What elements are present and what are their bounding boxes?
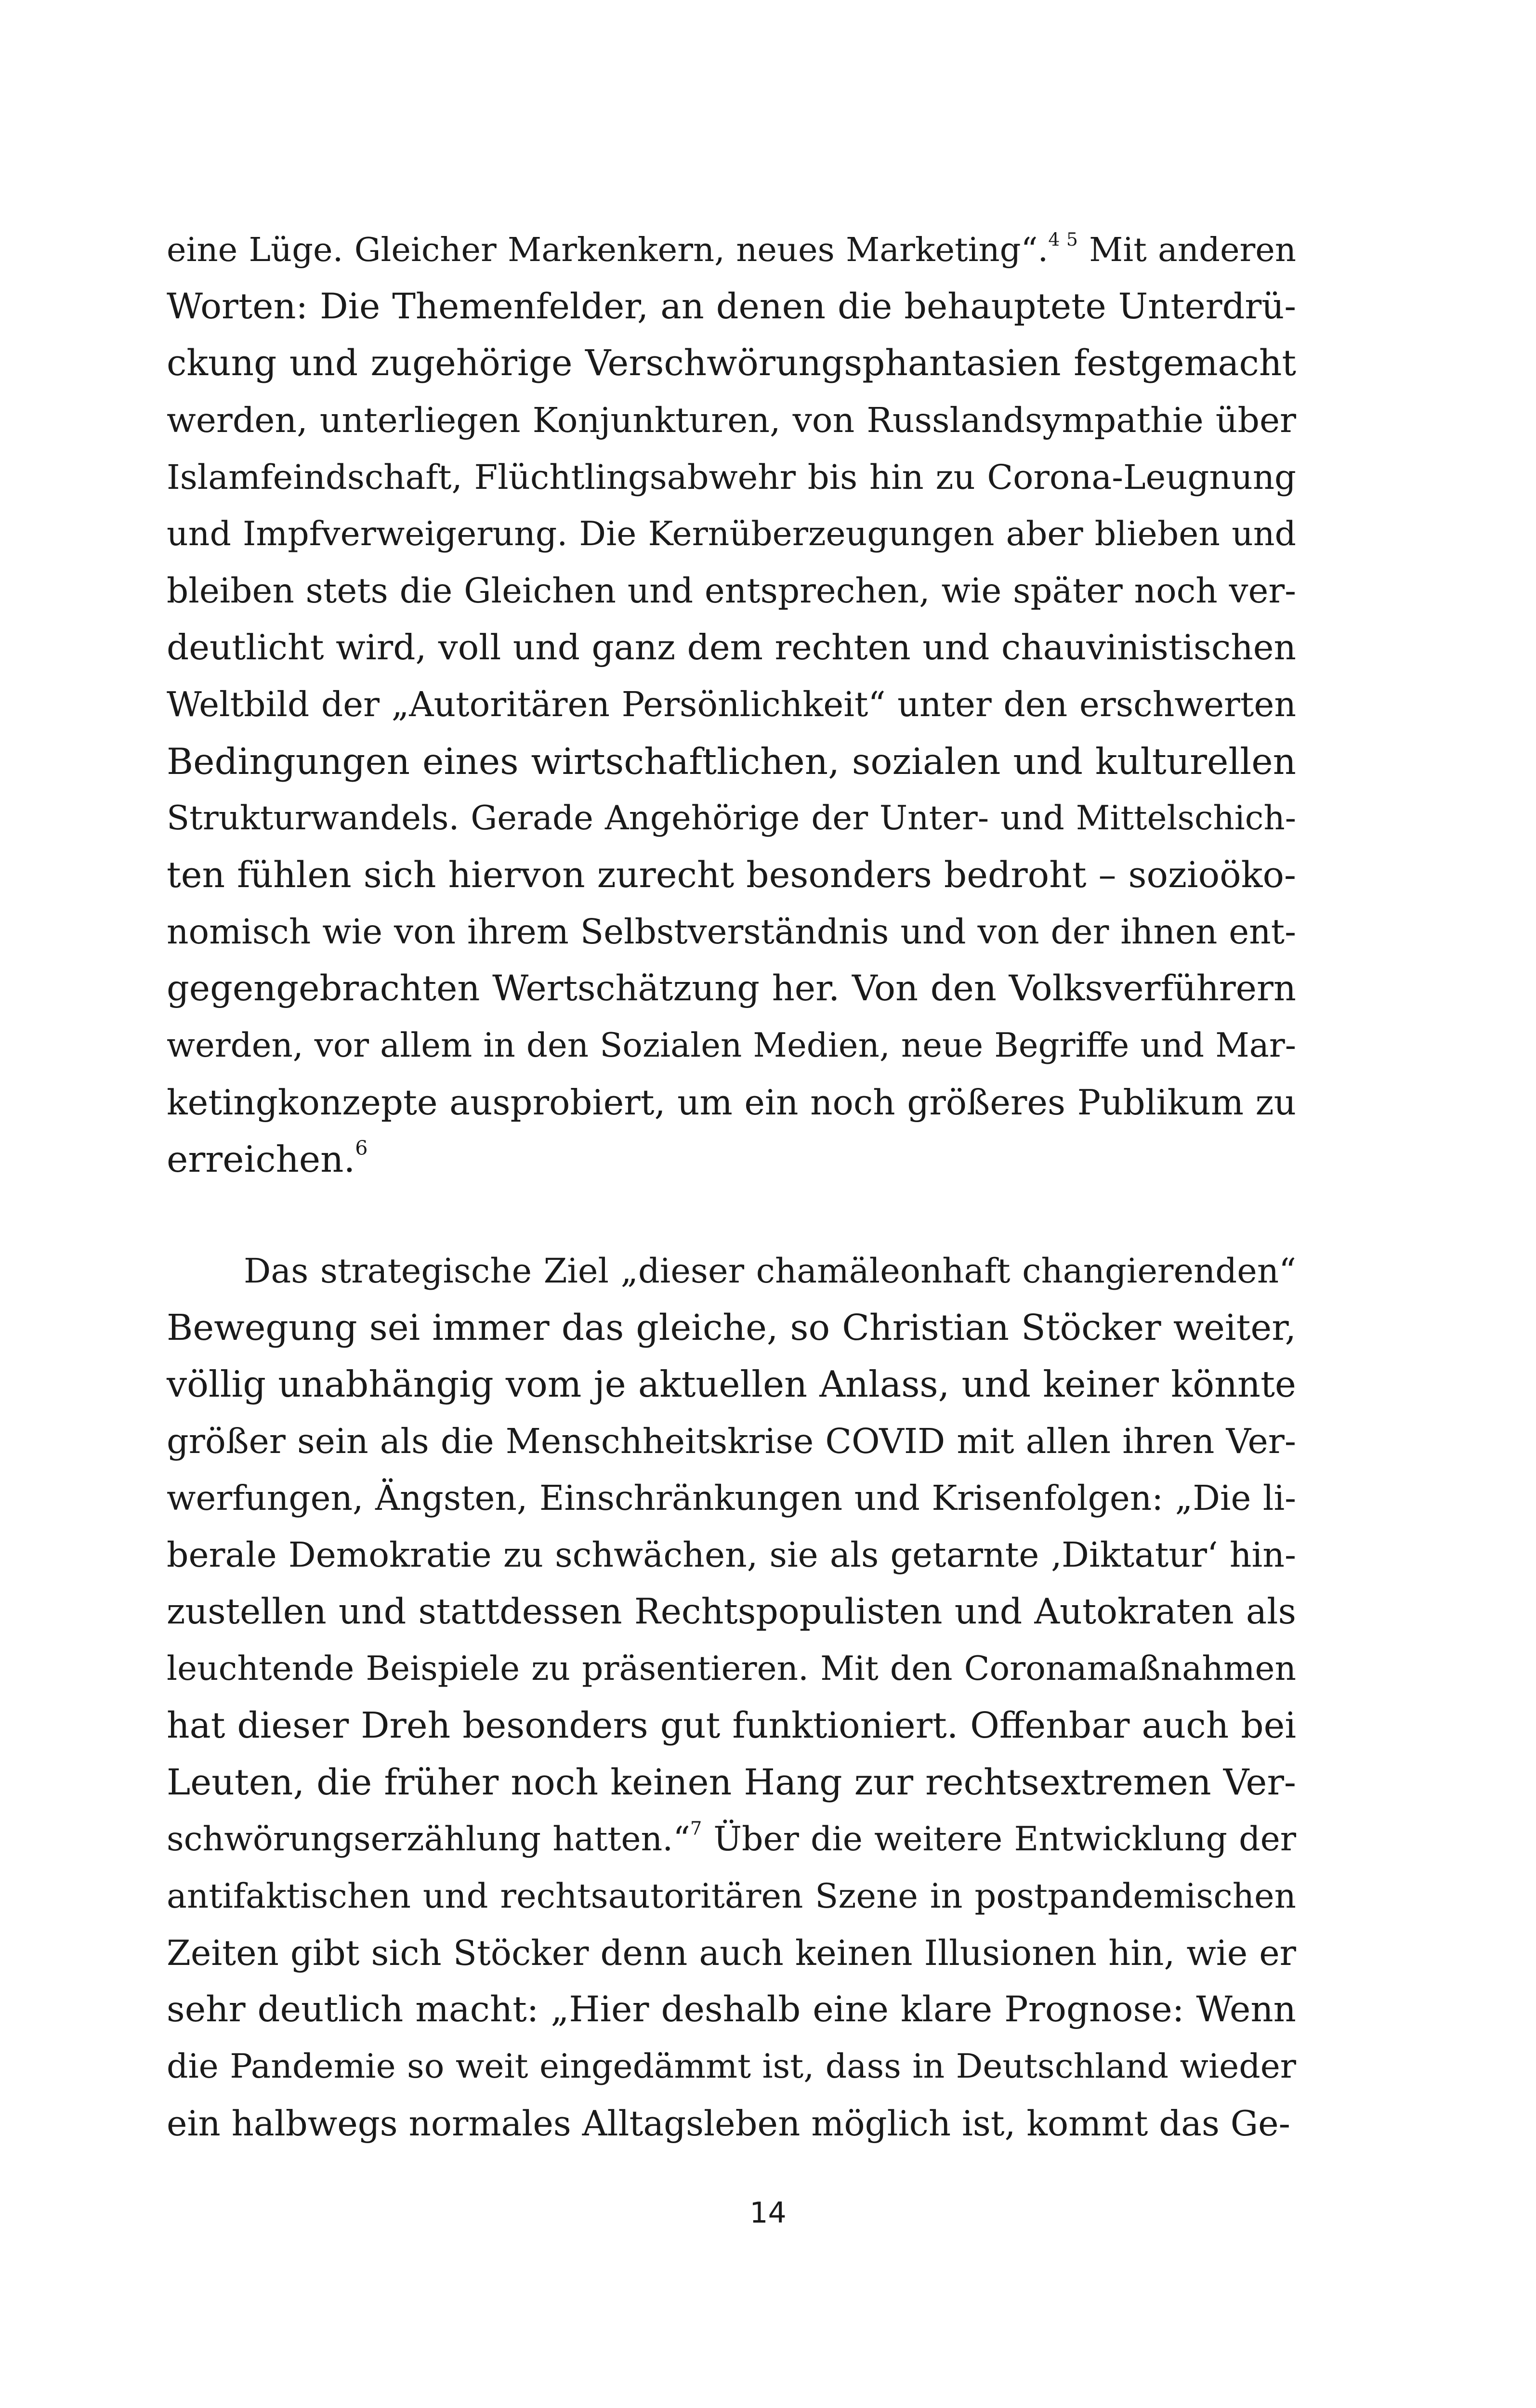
footnote-reference: 7 [690,1818,702,1840]
line-text-continued: Mit anderen [1077,231,1296,269]
text-line [167,847,1296,903]
footnote-reference: 4 5 [1048,228,1078,250]
text-line [167,1356,1296,1413]
line-text: ein halbwegs normales Alltagsleben möglich ist, kommt das Ge- [167,2103,1290,2144]
line-text: antifaktischen und rechtsautoritären Szene in postpandemischen [167,1876,1296,1916]
text-line [167,1754,1296,1811]
text-line [167,335,1296,392]
text-line [167,1868,1296,1924]
line-text: eine Lüge. Gleicher Markenkern, neues Marketing“. [167,231,1049,269]
line-text: hat dieser Dreh besonders gut funktioniert. Offenbar auch bei [167,1705,1296,1746]
text-line [167,1584,1296,1640]
text-line [167,1981,1296,2038]
text-line [167,1527,1296,1584]
line-text: Weltbild der „Autoritären Persönlichkeit“ unter den erschwerten [167,684,1296,724]
line-text: bleiben stets die Gleichen und entsprechen, wie später noch ver- [167,571,1296,611]
text-line [167,1470,1296,1527]
line-text: und Impfverweigerung. Die Kernüberzeugungen aber blieben und [167,515,1296,553]
text-line [167,1811,1296,1868]
line-text: werden, vor allem in den Sozialen Medien, neue Begriffe und Mar- [167,1026,1296,1065]
line-text: die Pandemie so weit eingedämmt ist, dass in Deutschland wieder [167,2047,1296,2086]
text-line [167,1640,1296,1697]
text-line [167,1924,1296,1981]
text-line [167,2038,1296,2095]
line-text: Leuten, die früher noch keinen Hang zur rechtsextremen Ver- [167,1762,1296,1803]
text-line [167,733,1296,790]
line-text: ten fühlen sich hiervon zurecht besonders bedroht – sozioöko- [167,854,1296,896]
text-line [167,960,1296,1017]
paragraph-2 [167,1243,1296,2152]
text-line [167,1299,1296,1356]
line-text: Strukturwandels. Gerade Angehörige der Unter- und Mittelschich- [167,799,1296,838]
text-line [167,1074,1296,1131]
line-text: werden, unterliegen Konjunkturen, von Russlandsympathie über [167,400,1296,440]
line-text: Zeiten gibt sich Stöcker denn auch keinen Illusionen hin, wie er [167,1933,1296,1973]
text-line [167,619,1296,676]
line-text-continued: Über die weitere Entwicklung der [702,1819,1296,1858]
line-text: schwörungserzählung hatten.“ [167,1819,690,1858]
text-line [167,222,1296,278]
text-line [167,676,1296,733]
line-text: Worten: Die Themenfelder, an denen die behauptete Unterdrü- [167,286,1296,327]
line-text: Das strategische Ziel „dieser chamäleonhaft changierenden“ [244,1251,1296,1291]
page-number: 14 [749,2196,787,2230]
line-text: zustellen und stattdessen Rechtspopulisten und Autokraten als [167,1591,1296,1632]
line-text: deutlicht wird, voll und ganz dem rechten und chauvinistischen [167,628,1296,668]
line-text: erreichen. [167,1138,355,1180]
line-text: Bewegung sei immer das gleiche, so Christian Stöcker weiter, [167,1307,1296,1348]
line-text: ketingkonzepte ausprobiert, um ein noch größeres Publikum zu [167,1082,1296,1123]
line-text: Bedingungen eines wirtschaftlichen, sozialen und kulturellen [167,740,1296,783]
text-line [167,1017,1296,1074]
line-text: Islamfeindschaft, Flüchtlingsabwehr bis hin zu Corona-Leugnung [167,458,1296,497]
footnote-reference: 6 [355,1136,368,1160]
text-line [167,1697,1296,1754]
line-text: ckung und zugehörige Verschwörungsphantasien festgemacht [167,343,1296,384]
text-line [167,563,1296,619]
line-text: nomisch wie von ihrem Selbstverständnis und von der ihnen ent- [167,912,1296,952]
text-line [167,449,1296,506]
text-line [167,790,1296,847]
text-line [167,1413,1296,1470]
line-text: berale Demokratie zu schwächen, sie als getarnte ‚Diktatur‘ hin- [167,1535,1296,1575]
line-text: völlig unabhängig vom je aktuellen Anlass, und keiner könnte [167,1363,1296,1405]
text-line [167,1243,1296,1299]
line-text: größer sein als die Menschheitskrise COVID mit allen ihren Ver- [167,1421,1296,1461]
line-text: gegengebrachten Wertschätzung her. Von den Volksverführern [167,968,1296,1009]
line-text: sehr deutlich macht: „Hier deshalb eine klare Prognose: Wenn [167,1989,1296,2030]
text-line [167,903,1296,960]
line-text: leuchtende Beispiele zu präsentieren. Mit den Coronamaßnahmen [167,1649,1296,1688]
text-line [167,278,1296,335]
text-line [167,1131,1296,1188]
text-line [167,506,1296,563]
line-text: werfungen, Ängsten, Einschränkungen und Krisenfolgen: „Die li- [167,1478,1296,1518]
paragraph-1 [167,222,1296,1188]
text-line [167,2095,1296,2152]
text-line [167,392,1296,449]
